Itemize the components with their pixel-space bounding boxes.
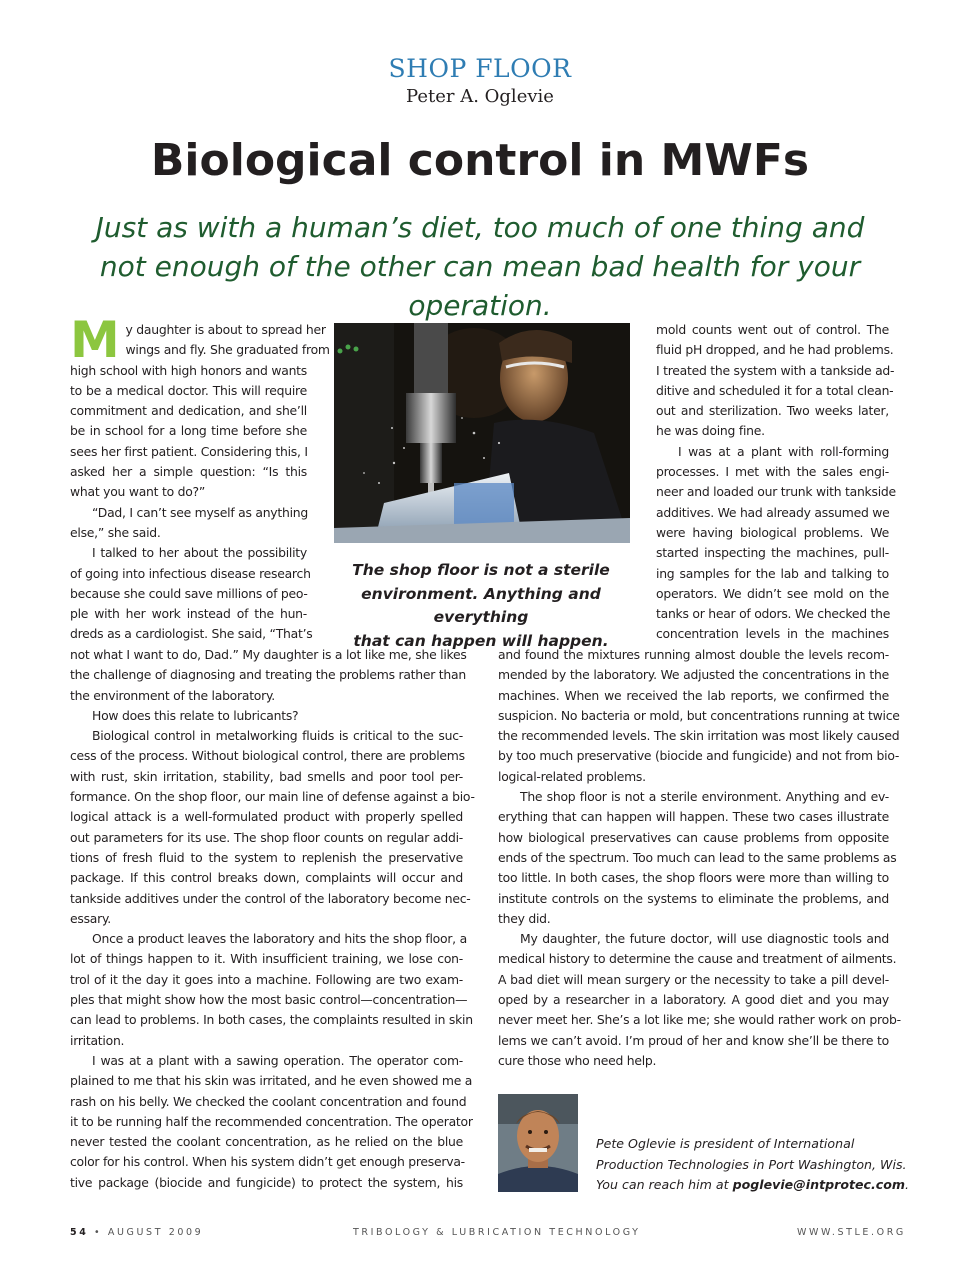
author-bio — [596, 1134, 926, 1196]
column-1-bottom-text — [70, 645, 475, 1193]
body-text-line: fluid pH dropped, and he had problems. — [656, 342, 894, 358]
body-text-line: essary. — [70, 910, 111, 926]
body-text-line: package. If this control breaks down, complaints will occur and — [70, 870, 463, 886]
body-text-line: and found the mixtures running almost double the levels recom- — [498, 647, 889, 662]
page-number: 54 — [70, 1227, 89, 1238]
pull-quote-line: that can happen will happen. — [353, 631, 609, 650]
body-text-line: were having biological problems. We — [656, 524, 889, 540]
body-text-line: logical-related problems. — [498, 768, 646, 784]
footer-page-info — [70, 1227, 203, 1238]
body-text-line: logical attack is a well-formulated product with properly spelled — [70, 809, 463, 825]
body-text-line: y daughter is about to spread her — [125, 322, 326, 337]
body-text-line: rash on his belly. We checked the coolant concentration and found — [70, 1093, 467, 1109]
bio-line: Pete Oglevie is president of International — [596, 1136, 855, 1151]
body-text-line: Once a product leaves the laboratory and hits the shop floor, a — [92, 931, 467, 947]
body-text-line: sees her first patient. Considering this, I — [70, 443, 308, 459]
body-text-line: by too much preservative (biocide and fungicide) and not from bio- — [498, 748, 900, 764]
body-text-line: dreds as a cardiologist. She said, “That’s — [70, 626, 313, 642]
body-text-line: ples that might show how the most basic control—concentration— — [70, 992, 468, 1008]
footer-separator: • — [94, 1227, 103, 1238]
body-text-line: the recommended levels. The skin irritation was most likely caused — [498, 728, 900, 744]
body-text-line: the environment of the laboratory. — [70, 687, 275, 703]
body-text-line: too little. In both cases, the shop floors were more than willing to — [498, 870, 889, 886]
body-text-line: not what I want to do, Dad.” My daughter is a lot like me, she likes — [70, 647, 467, 662]
machinist-photo — [334, 323, 630, 543]
body-text-line: neer and loaded our trunk with tankside — [656, 484, 896, 500]
pull-quote-line: The shop floor is not a sterile — [352, 561, 610, 579]
body-text-line: what you want to do?” — [70, 484, 206, 500]
body-text-line: never meet her. She’s a lot like me; she would rather work on prob- — [498, 1012, 901, 1028]
bio-contact — [596, 1175, 926, 1196]
body-text-line: to be a medical doctor. This will require — [70, 382, 307, 398]
body-text-line: cess of the process. Without biological control, there are problems — [70, 748, 465, 764]
body-text-line: oped by a researcher in a laboratory. A good diet and you may — [498, 992, 889, 1008]
body-text-line: lot of things happen to it. With insufficient training, we lose con- — [70, 951, 463, 967]
body-text-line: medical history to determine the cause and treatment of ailments. — [498, 951, 897, 967]
bio-contact-suffix: . — [905, 1177, 910, 1192]
body-text-line: ditive and scheduled it for a total clean- — [656, 382, 894, 398]
body-text-line: it to be running half the recommended concentration. The operator — [70, 1113, 473, 1129]
body-text-line: color for his control. When his system didn’t get enough preserva- — [70, 1154, 465, 1170]
body-text-line: ple with her work instead of the hun- — [70, 606, 307, 622]
body-text-line: How does this relate to lubricants? — [92, 707, 299, 723]
body-text-line: asked her a simple question: “Is this — [70, 464, 307, 480]
body-text-line: can lead to problems. In both cases, the complaints resulted in skin — [70, 1012, 473, 1028]
pull-quote — [322, 559, 640, 653]
publication-website: WWW.STLE.ORG — [797, 1227, 906, 1238]
column-2-bottom-text — [498, 645, 901, 1071]
body-text-line: lems we can’t avoid. I’m proud of her and know she’ll be there to — [498, 1032, 889, 1048]
body-text-line: how biological preservatives can cause problems from opposite — [498, 829, 889, 845]
body-text-line: because she could save millions of peo- — [70, 585, 308, 601]
bio-line: Production Technologies in Port Washington, Wis. — [596, 1156, 907, 1172]
body-text-line: I was at a plant with a sawing operation. The operator com- — [92, 1052, 463, 1068]
body-text-line: additives. We had already assumed we — [656, 504, 890, 520]
body-text-line: he was doing fine. — [656, 423, 765, 439]
body-text-line: out parameters for its use. The shop floor counts on regular addi- — [70, 829, 463, 845]
body-text-line: ends of the spectrum. Too much can lead to the same problems as — [498, 849, 897, 865]
body-text-line: tankside additives under the control of the laboratory become nec- — [70, 890, 471, 906]
body-text-line: be in school for a long time before she — [70, 423, 307, 439]
body-text-line: else,” she said. — [70, 524, 161, 540]
body-text-line: with rust, skin irritation, stability, bad smells and poor tool per- — [70, 768, 463, 784]
article-title: Biological control in MWFs — [150, 135, 810, 186]
pull-quote-line: environment. Anything and everything — [361, 584, 601, 626]
body-text-line: processes. I met with the sales engi- — [656, 464, 889, 480]
author-name: Peter A. Oglevie — [406, 86, 554, 107]
column-name: SHOP FLOOR — [388, 54, 572, 83]
body-text-line: wings and fly. She graduated from — [125, 342, 330, 358]
body-text-line: mold counts went out of control. The — [656, 322, 889, 337]
body-text-line: Biological control in metalworking fluids is critical to the suc- — [92, 728, 463, 744]
body-text-line: plained to me that his skin was irritated, and he even showed me a — [70, 1073, 473, 1089]
body-text-line: “Dad, I can’t see myself as anything — [92, 504, 309, 520]
body-text-line: never tested the coolant concentration, as he relied on the blue — [70, 1134, 463, 1150]
body-text-line: The shop floor is not a sterile environment. Anything and ev- — [520, 789, 889, 805]
body-text-line: tanks or hear of odors. We checked the — [656, 606, 891, 622]
author-headshot — [498, 1094, 578, 1192]
body-text-line: tive package (biocide and fungicide) to protect the system, his — [70, 1174, 463, 1190]
body-text-line: commitment and dedication, and she’ll — [70, 403, 307, 419]
issue-date: AUGUST 2009 — [107, 1227, 204, 1238]
body-text-line: tions of fresh fluid to the system to replenish the preservative — [70, 849, 463, 865]
column-1-top-text — [70, 311, 330, 645]
body-text-line: I was at a plant with roll-forming — [678, 443, 889, 459]
body-text-line: suspicion. No bacteria or mold, but concentrations running at twice — [498, 707, 900, 723]
body-text-line: trol of it the day it goes into a machine. Following are two exam- — [70, 971, 463, 987]
body-text-line: they did. — [498, 910, 551, 926]
body-text-line: My daughter, the future doctor, will use diagnostic tools and — [520, 931, 889, 947]
publication-name: TRIBOLOGY & LUBRICATION TECHNOLOGY — [353, 1227, 641, 1238]
bio-contact-prefix: You can reach him at — [596, 1177, 733, 1192]
body-text-line: mended by the laboratory. We adjusted the concentrations in the — [498, 667, 889, 683]
body-text-line: I treated the system with a tankside ad- — [656, 362, 895, 378]
body-text-line: started inspecting the machines, pull- — [656, 545, 889, 561]
body-text-line: cure those who need help. — [498, 1052, 657, 1068]
body-text-line: erything that can happen will happen. These two cases illustrate — [498, 809, 889, 825]
body-text-line: of going into infectious disease research — [70, 565, 311, 581]
body-text-line: I talked to her about the possibility — [92, 545, 307, 561]
article-deck: Just as with a human’s diet, too much of one thing and not enough of the other can mean bad health for your operation. — [95, 211, 865, 322]
body-text-line: machines. When we received the lab reports, we confirmed the — [498, 687, 889, 703]
body-text-line: the challenge of diagnosing and treating the problems rather than — [70, 667, 466, 683]
body-text-line: high school with high honors and wants — [70, 362, 307, 378]
body-text-line: irritation. — [70, 1032, 125, 1048]
body-text-line: formance. On the shop floor, our main line of defense against a bio- — [70, 789, 475, 805]
body-text-line: concentration levels in the machines — [656, 626, 889, 642]
body-text-line: A bad diet will mean surgery or the necessity to take a pill devel- — [498, 971, 889, 987]
column-2-top-text — [656, 320, 896, 645]
body-text-line: institute controls on the systems to eliminate the problems, and — [498, 890, 889, 906]
body-text-line: operators. We didn’t see mold on the — [656, 585, 889, 601]
author-email: poglevie@intprotec.com — [732, 1177, 906, 1192]
body-text-line: out and sterilization. Two weeks later, — [656, 403, 889, 419]
drop-cap: M — [70, 311, 120, 369]
body-text-line: ing samples for the lab and talking to — [656, 565, 889, 581]
